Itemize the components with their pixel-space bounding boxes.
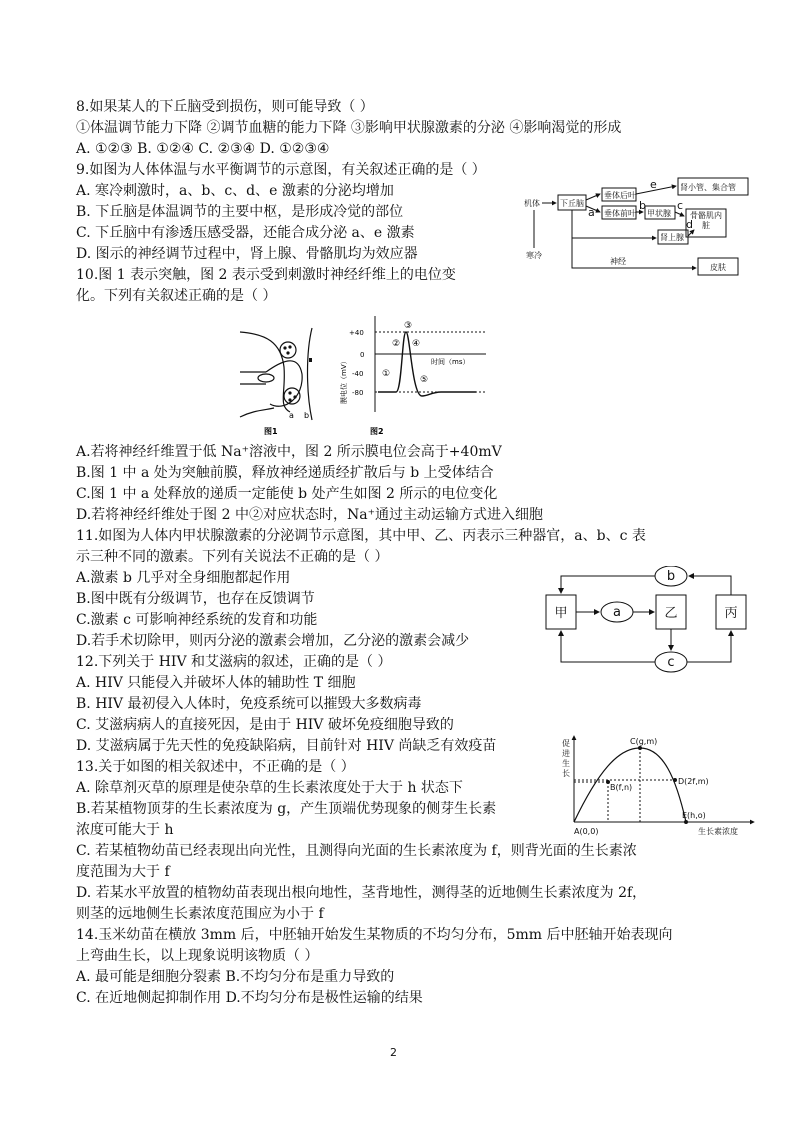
text-line-q8a: A. ①②③ B. ①②④ C. ②③④ D. ①②③④	[76, 141, 330, 157]
point-5: ⑤	[420, 375, 429, 385]
text-line-q10B: B.图 1 中 a 处为突触前膜，释放神经递质经扩散后与 b 上受体结合	[76, 465, 494, 481]
label-a: a	[588, 206, 595, 219]
skin-box: 皮肤	[710, 263, 726, 272]
receptor-label: 机体	[524, 199, 540, 208]
text-line-q11B: B.图中既有分级调节，也存在反馈调节	[76, 591, 315, 607]
kidney-box: 肾小管、集合管	[680, 183, 736, 192]
organ-bing: 丙	[724, 606, 738, 621]
text-line-q9A: A. 寒冷刺激时，a、b、c、d、e 激素的分泌均增加	[76, 183, 394, 199]
label-c: c	[677, 199, 684, 212]
text-line-q11D: D.若手术切除甲，则丙分泌的激素会增加，乙分泌的激素会减少	[76, 633, 470, 649]
hormone-b: b	[666, 569, 676, 584]
q9-regulation-diagram	[520, 176, 760, 280]
point-1: ①	[382, 369, 391, 379]
ylabel-3: 生	[562, 759, 570, 768]
point-E: E(h,o)	[682, 811, 706, 820]
cold-label: 寒冷	[526, 251, 542, 260]
label-e: e	[650, 178, 657, 191]
text-line-q10b: 化。下列有关叙述正确的是（ ）	[76, 288, 277, 304]
text-line-q14: 14.玉米幼苗在横放 3mm 后，中胚轴开始发生某物质的不均匀分布，5mm 后中胚轴开始表现向	[76, 927, 673, 943]
text-line-q13B2: 浓度可能大于 h	[76, 822, 174, 838]
text-line-q13C: C. 若某植物幼苗已经表现出向光性，且测得向光面的生长素浓度为 f，则背光面的生长素浓	[76, 843, 637, 859]
adrenal-box: 肾上腺	[660, 233, 684, 242]
page-number: 2	[390, 1046, 397, 1059]
tick-plus40: +40	[349, 329, 364, 337]
fig1-label-b: b	[304, 411, 310, 420]
text-line-q9D: D. 图示的神经调节过程中，肾上腺、骨骼肌均为效应器	[76, 246, 418, 262]
text-line-q13A: A. 除草剂灭草的原理是使杂草的生长素浓度处于大于 h 状态下	[76, 780, 463, 796]
text-line-q10: 10.图 1 表示突触，图 2 表示受到刺激时神经纤维上的电位变	[76, 267, 456, 283]
thyroid-box: 甲状腺	[647, 209, 671, 218]
text-line-q10D: D.若将神经纤维处于图 2 中②对应状态时，Na⁺通过主动运输方式进入细胞	[76, 507, 543, 523]
text-line-q13C2: 度范围为大于 f	[76, 864, 170, 880]
y-axis-label: 膜电位（mV）	[340, 357, 348, 404]
q13-auxin-curve	[558, 732, 758, 838]
text-line-q13B: B.若某植物顶芽的生长素浓度为 g，产生顶端优势现象的侧芽生长素	[76, 801, 497, 817]
posterior-pituitary-box: 垂体后叶	[604, 191, 636, 200]
muscle-box: 骨骼肌内脏	[690, 211, 722, 230]
point-3: ③	[404, 321, 413, 331]
label-b: b	[639, 199, 646, 212]
point-C: C(g,m)	[630, 737, 658, 746]
hormone-a: a	[613, 605, 621, 620]
text-line-q10C: C.图 1 中 a 处释放的递质一定能使 b 处产生如图 2 所示的电位变化	[76, 486, 498, 502]
text-line-q13D2: 则茎的远地侧生长素浓度范围应为小于 f	[76, 906, 324, 922]
ylabel-1: 促	[562, 739, 570, 748]
synapse-drawing	[240, 328, 312, 420]
action-potential-chart	[339, 316, 486, 436]
tick-minus40: -40	[352, 370, 364, 378]
ylabel-2: 进	[562, 749, 570, 758]
text-line-q9C: C. 下丘脑中有渗透压感受器，还能合成分泌 a、e 激素	[76, 225, 415, 241]
ylabel-4: 长	[562, 769, 570, 778]
point-4: ④	[412, 339, 421, 349]
fig1-label-a: a	[289, 411, 294, 420]
text-line-q11: 11.如图为人体内甲状腺激素的分泌调节示意图，其中甲、乙、丙表示三种器官，a、b、c 表	[76, 528, 646, 544]
text-line-q9: 9.如图为人体体温与水平衡调节的示意图，有关叙述正确的是（ ）	[76, 162, 486, 178]
text-line-q14b: 上弯曲生长，以上现象说明该物质（ ）	[76, 948, 319, 964]
xlabel: 生长素浓度	[698, 827, 738, 836]
text-line-q12B: B. HIV 最初侵入人体时，免疫系统可以摧毁大多数病毒	[76, 696, 422, 712]
text-line-q13D: D. 若某水平放置的植物幼苗表现出根向地性，茎背地性，测得茎的近地侧生长素浓度为 2f，	[76, 885, 647, 901]
text-line-q9B: B. 下丘脑是体温调节的主要中枢，是形成冷觉的部位	[76, 204, 404, 220]
text-line-q12: 12.下列关于 HIV 和艾滋病的叙述，正确的是（ ）	[76, 654, 392, 670]
tick-minus80: -80	[352, 389, 364, 397]
fig2-caption: 图2	[370, 427, 384, 436]
text-line-q11b: 示三种不同的激素。下列有关说法不正确的是（ ）	[76, 549, 389, 565]
hormone-c: c	[667, 655, 675, 670]
text-line-q10A: A.若将神经纤维置于低 Na⁺溶液中，图 2 所示膜电位会高于+40mV	[76, 444, 502, 460]
anterior-pituitary-box: 垂体前叶	[604, 209, 636, 218]
text-line-q12D: D. 艾滋病属于先天性的免疫缺陷病，目前针对 HIV 尚缺乏有效疫苗	[76, 738, 497, 754]
text-line-q11C: C.激素 c 可影响神经系统的发育和功能	[76, 612, 318, 628]
q11-thyroid-diagram	[544, 566, 764, 686]
x-axis-label: 时间（ms）	[431, 358, 470, 366]
hypothalamus-box: 下丘脑	[560, 199, 584, 208]
nerve-label: 神经	[610, 257, 626, 266]
point-B: B(f,n)	[610, 783, 633, 792]
tick-0: 0	[360, 351, 365, 359]
text-line-q13: 13.关于如图的相关叙述中，不正确的是（ ）	[76, 759, 355, 775]
text-line-q8: 8.如果某人的下丘脑受到损伤，则可能导致（ ）	[76, 99, 374, 115]
organ-yi: 乙	[664, 606, 678, 621]
text-line-q12C: C. 艾滋病病人的直接死因，是由于 HIV 破坏免疫细胞导致的	[76, 717, 454, 733]
text-line-q8o: ①体温调节能力下降 ②调节血糖的能力下降 ③影响甲状腺激素的分泌 ④影响渴觉的形成	[76, 120, 622, 136]
point-A: A(0,0)	[574, 827, 599, 836]
organ-jia: 甲	[554, 606, 568, 621]
point-D: D(2f,m)	[678, 777, 709, 786]
label-d: d	[686, 218, 693, 231]
point-2: ②	[392, 339, 401, 349]
text-line-q11A: A.激素 b 几乎对全身细胞都起作用	[76, 570, 291, 586]
fig1-caption: 图1	[264, 427, 278, 436]
q10-figures	[236, 312, 496, 437]
text-line-q12A: A. HIV 只能侵入并破坏人体的辅助性 T 细胞	[76, 675, 356, 691]
text-line-q14A: A. 最可能是细胞分裂素 B.不均匀分布是重力导致的	[76, 969, 395, 985]
text-line-q14C: C. 在近地侧起抑制作用 D.不均匀分布是极性运输的结果	[76, 990, 423, 1006]
